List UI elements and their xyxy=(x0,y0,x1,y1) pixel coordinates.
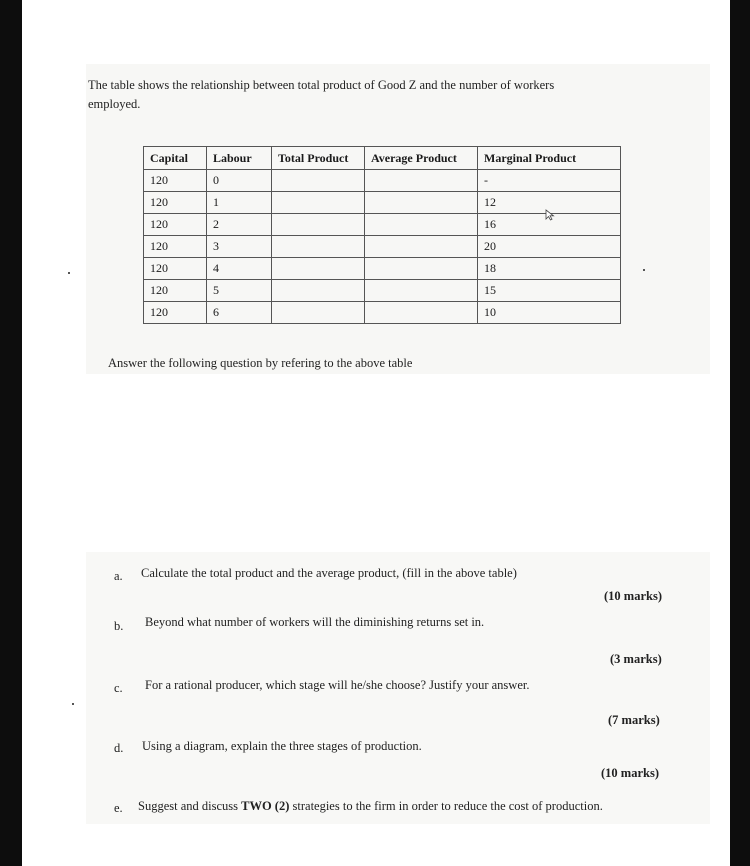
cell-capital: 120 xyxy=(144,170,207,192)
cell-marginal-product: - xyxy=(478,170,621,192)
cell-average-product xyxy=(365,258,478,280)
table-header-row xyxy=(144,147,621,170)
table-row xyxy=(144,280,621,302)
question-e-letter: e. xyxy=(114,801,123,815)
table-row xyxy=(144,236,621,258)
production-table xyxy=(143,146,621,324)
header-total-product: Total Product xyxy=(272,147,365,170)
table-row xyxy=(144,302,621,324)
cell-marginal-product: 16 xyxy=(478,214,621,236)
question-c-text: For a rational producer, which stage will he/she choose? Justify your answer. xyxy=(145,678,530,692)
question-e-text-after: strategies to the firm in order to reduce the cost of production. xyxy=(289,799,603,813)
cell-total-product xyxy=(272,302,365,324)
question-d-marks: (10 marks) xyxy=(601,766,659,780)
cell-average-product xyxy=(365,170,478,192)
intro-line-2: employed. xyxy=(88,97,141,111)
cell-marginal-product: 15 xyxy=(478,280,621,302)
question-d-letter: d. xyxy=(114,741,124,755)
question-e-text-before: Suggest and discuss xyxy=(138,799,242,813)
table-row xyxy=(144,170,621,192)
cell-labour: 2 xyxy=(207,214,272,236)
cell-total-product xyxy=(272,170,365,192)
question-e-text xyxy=(138,799,603,814)
scan-speck xyxy=(643,269,645,271)
cell-marginal-product: 20 xyxy=(478,236,621,258)
question-c-letter: c. xyxy=(114,681,123,695)
header-capital: Capital xyxy=(144,147,207,170)
cell-capital: 120 xyxy=(144,214,207,236)
cell-labour: 1 xyxy=(207,192,272,214)
cell-capital: 120 xyxy=(144,192,207,214)
cursor-icon xyxy=(545,209,555,221)
question-b-text: Beyond what number of workers will the diminishing returns set in. xyxy=(145,615,485,629)
cell-labour: 5 xyxy=(207,280,272,302)
cell-average-product xyxy=(365,302,478,324)
cell-total-product xyxy=(272,280,365,302)
scan-speck xyxy=(68,272,70,274)
instruction-text: Answer the following question by refering to the above table xyxy=(108,356,413,370)
question-d-text: Using a diagram, explain the three stages of production. xyxy=(142,739,422,753)
cell-marginal-product: 10 xyxy=(478,302,621,324)
question-a-text: Calculate the total product and the average product, (fill in the above table) xyxy=(141,566,517,580)
cell-capital: 120 xyxy=(144,280,207,302)
intro-line-1: The table shows the relationship between total product of Good Z and the number of workers xyxy=(88,78,555,92)
cell-average-product xyxy=(365,236,478,258)
cell-marginal-product: 18 xyxy=(478,258,621,280)
question-c-marks: (7 marks) xyxy=(608,713,660,727)
cell-total-product xyxy=(272,236,365,258)
scan-speck xyxy=(72,703,74,705)
question-b-marks: (3 marks) xyxy=(610,652,662,666)
cell-average-product xyxy=(365,192,478,214)
document-page xyxy=(22,0,730,866)
cell-total-product xyxy=(272,258,365,280)
question-a-marks: (10 marks) xyxy=(604,589,662,603)
header-marginal-product: Marginal Product xyxy=(478,147,621,170)
cell-capital: 120 xyxy=(144,258,207,280)
cell-average-product xyxy=(365,280,478,302)
question-a-letter: a. xyxy=(114,569,123,583)
question-e-text-bold: TWO (2) xyxy=(241,799,290,813)
cell-labour: 3 xyxy=(207,236,272,258)
cell-labour: 0 xyxy=(207,170,272,192)
cell-labour: 4 xyxy=(207,258,272,280)
cell-total-product xyxy=(272,214,365,236)
cell-capital: 120 xyxy=(144,302,207,324)
cell-marginal-product: 12 xyxy=(478,192,621,214)
header-average-product: Average Product xyxy=(365,147,478,170)
cell-capital: 120 xyxy=(144,236,207,258)
cell-labour: 6 xyxy=(207,302,272,324)
cell-total-product xyxy=(272,192,365,214)
intro-paragraph xyxy=(88,76,648,114)
table-row xyxy=(144,258,621,280)
header-labour: Labour xyxy=(207,147,272,170)
cell-average-product xyxy=(365,214,478,236)
question-b-letter: b. xyxy=(114,619,124,633)
